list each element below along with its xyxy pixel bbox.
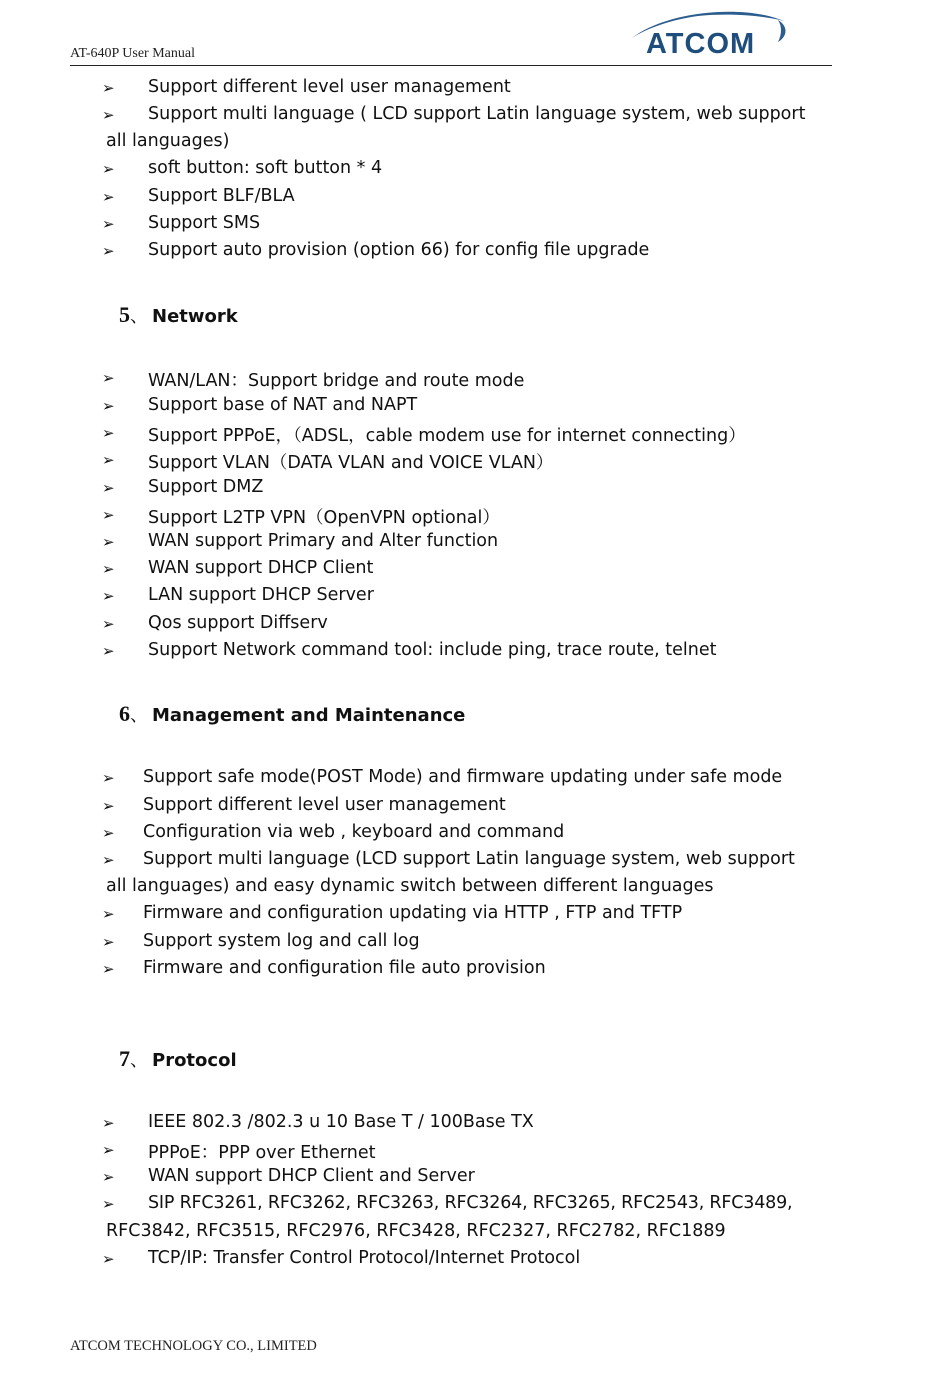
- bullet-icon: ➢: [102, 851, 115, 869]
- bullet-icon: ➢: [102, 769, 115, 787]
- bullet-icon: ➢: [102, 1141, 115, 1159]
- list-item: WAN support DHCP Client and Server: [148, 1166, 475, 1186]
- section-number: 7: [119, 1046, 130, 1071]
- section-title: Protocol: [152, 1050, 237, 1071]
- bullet-icon: ➢: [102, 560, 115, 578]
- atcom-logo: [628, 8, 792, 66]
- section-title: Network: [152, 306, 238, 327]
- bullet-icon: ➢: [102, 1168, 115, 1186]
- list-item: PPPoE：PPP over Ethernet: [148, 1143, 376, 1163]
- section-heading-network: [119, 302, 238, 328]
- list-item: LAN support DHCP Server: [148, 585, 374, 605]
- list-item: Qos support Diffserv: [148, 613, 328, 633]
- bullet-icon: ➢: [102, 160, 115, 178]
- bullet-icon: ➢: [102, 824, 115, 842]
- list-item: WAN support Primary and Alter function: [148, 531, 499, 551]
- list-item: WAN/LAN：Support bridge and route mode: [148, 371, 525, 391]
- bullet-icon: ➢: [102, 188, 115, 206]
- list-item: TCP/IP: Transfer Control Protocol/Internet Protocol: [148, 1248, 581, 1268]
- bullet-icon: ➢: [102, 533, 115, 551]
- list-item: Support BLF/BLA: [148, 186, 295, 206]
- list-item-continuation: all languages) and easy dynamic switch between different languages: [106, 876, 714, 896]
- bullet-icon: ➢: [102, 79, 115, 97]
- bullet-icon: ➢: [102, 1195, 115, 1213]
- list-item: Support different level user management: [148, 77, 511, 97]
- list-item-continuation: RFC3842, RFC3515, RFC2976, RFC3428, RFC2327, RFC2782, RFC1889: [106, 1221, 726, 1241]
- list-item: Support system log and call log: [143, 931, 420, 951]
- bullet-icon: ➢: [102, 1114, 115, 1132]
- bullet-icon: ➢: [102, 424, 115, 442]
- bullet-icon: ➢: [102, 905, 115, 923]
- footer-company: ATCOM TECHNOLOGY CO., LIMITED: [70, 1338, 317, 1354]
- section-heading-protocol: [119, 1046, 237, 1072]
- list-item: Support L2TP VPN（OpenVPN optional）: [148, 508, 500, 528]
- section-number: 6: [119, 701, 130, 726]
- section-title: Management and Maintenance: [152, 705, 466, 726]
- list-item: Support safe mode(POST Mode) and firmware updating under safe mode: [143, 767, 783, 787]
- list-item: Firmware and configuration file auto provision: [143, 958, 546, 978]
- bullet-icon: ➢: [102, 242, 115, 260]
- list-item: Configuration via web , keyboard and command: [143, 822, 565, 842]
- header-divider: [70, 65, 832, 66]
- section-separator: 、: [130, 306, 148, 327]
- list-item: Support VLAN（DATA VLAN and VOICE VLAN）: [148, 453, 554, 473]
- bullet-icon: ➢: [102, 397, 115, 415]
- section-number: 5: [119, 302, 130, 327]
- bullet-icon: ➢: [102, 1250, 115, 1268]
- list-item: Support auto provision (option 66) for config file upgrade: [148, 240, 650, 260]
- bullet-icon: ➢: [102, 960, 115, 978]
- bullet-icon: ➢: [102, 451, 115, 469]
- bullet-icon: ➢: [102, 106, 115, 124]
- manual-title: AT-640P User Manual: [70, 46, 195, 61]
- list-item: Support PPPoE，（ADSL，cable modem use for internet connecting）: [148, 426, 746, 446]
- section-heading-management: [119, 701, 465, 727]
- list-item: Firmware and configuration updating via HTTP , FTP and TFTP: [143, 903, 683, 923]
- list-item: SIP RFC3261, RFC3262, RFC3263, RFC3264, RFC3265, RFC2543, RFC3489,: [148, 1193, 793, 1213]
- section-separator: 、: [130, 1050, 148, 1071]
- list-item: Support DMZ: [148, 477, 264, 497]
- list-item: Support SMS: [148, 213, 261, 233]
- list-item: IEEE 802.3 /802.3 u 10 Base T / 100Base TX: [148, 1112, 534, 1132]
- list-item: Support multi language ( LCD support Latin language system, web support: [148, 104, 806, 124]
- bullet-icon: ➢: [102, 506, 115, 524]
- bullet-icon: ➢: [102, 479, 115, 497]
- bullet-icon: ➢: [102, 642, 115, 660]
- bullet-icon: ➢: [102, 797, 115, 815]
- list-item: Support Network command tool: include ping, trace route, telnet: [148, 640, 717, 660]
- bullet-icon: ➢: [102, 215, 115, 233]
- section-separator: 、: [130, 705, 148, 726]
- bullet-icon: ➢: [102, 587, 115, 605]
- list-item: Support different level user management: [143, 795, 506, 815]
- bullet-icon: ➢: [102, 933, 115, 951]
- list-item: WAN support DHCP Client: [148, 558, 374, 578]
- list-item: Support multi language (LCD support Latin language system, web support: [143, 849, 795, 869]
- bullet-icon: ➢: [102, 615, 115, 633]
- logo-text: ATCOM: [646, 28, 756, 60]
- list-item: soft button: soft button * 4: [148, 158, 383, 178]
- list-item-continuation: all languages): [106, 131, 230, 151]
- list-item: Support base of NAT and NAPT: [148, 395, 418, 415]
- bullet-icon: ➢: [102, 369, 115, 387]
